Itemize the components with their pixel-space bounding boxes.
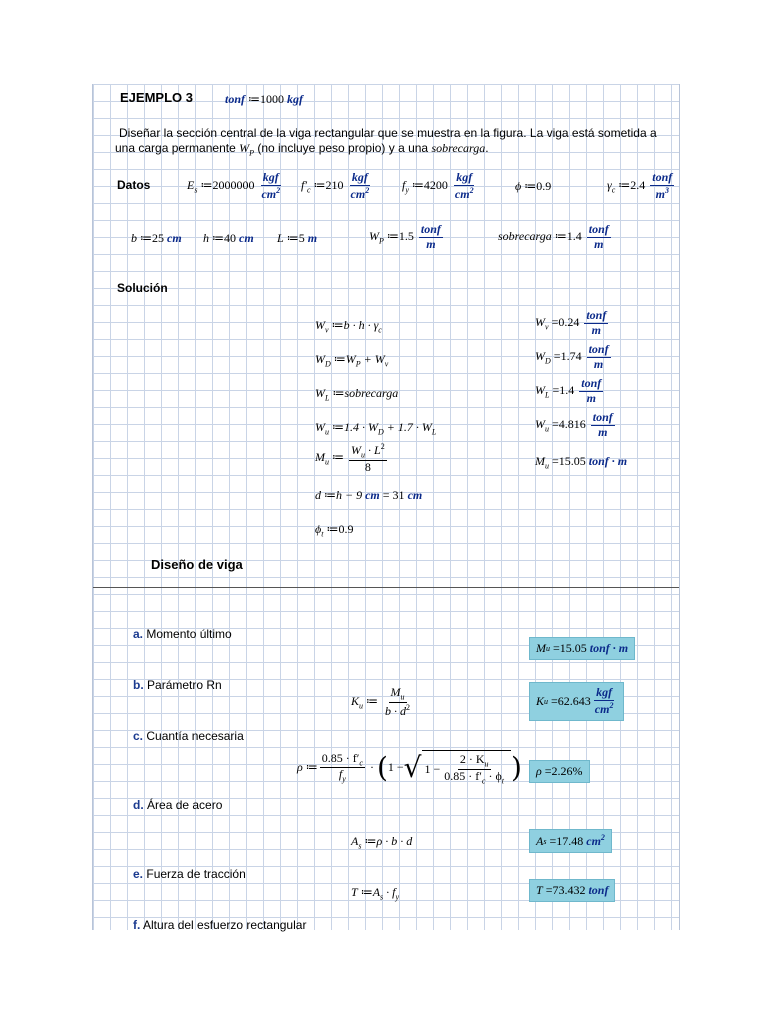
t-result-box: T = 73.432 tonf [529,879,615,902]
example-title: EJEMPLO 3 [120,90,193,105]
wu-formula[interactable]: $W_u$ ≔1.4 · $W_D + 1.7 \cdot W_L$ [315,420,437,437]
solucion-label: Solución [117,281,168,295]
wv-formula[interactable]: $W_v$ ≔b · $h \cdot \gamma_c$ [315,318,382,335]
ku-formula[interactable]: $K_u$ ≔ $\frac{M_u}{b \cdot d^2}$ [351,685,411,718]
step-a: a. Momento último [133,627,232,641]
rho-result-box: ρ = 2.26% [529,760,590,783]
mu-result: $M_u =15.05$ tonf · m [535,454,628,471]
es-definition[interactable]: $E_s$ ≔2000000 $\frac{\text{kgf}}{cm^2}$ [187,170,281,201]
tonf-definition[interactable]: tonf ≔1000 kgf [225,92,304,106]
b-definition[interactable]: b ≔25 cm [131,231,182,245]
wv-result: $W_v =0.24$ $\frac{\text{tonf}}{m}$ [535,308,607,337]
step-f: f. Altura del esfuerzo rectangular [133,918,307,932]
h-definition[interactable]: h ≔40 cm [203,231,254,245]
statement-line-2: una carga permanente $W_P$ (no incluye peso propio) y a una sobrecarga. [115,141,489,158]
d-formula[interactable]: d ≔h − 9 cm = 31 cm [315,488,423,502]
as-result-box: A s = 17.48 $cm^2$ [529,829,612,853]
wd-formula[interactable]: $W_D$ $≔W_P + W_v$ [315,352,389,369]
datos-label: Datos [117,178,151,192]
section-divider [93,587,679,588]
step-b: b. Parámetro Rn [133,678,222,692]
mu-formula[interactable]: $M_u$ ≔ $\frac{W_u \cdot L^2}{8}$ [315,442,385,474]
l-definition[interactable]: L ≔5 m [277,231,318,245]
diseno-label: Diseño de viga [151,557,243,572]
sobrecarga-definition[interactable]: sobrecarga ≔1.4 $\frac{\text{tonf}}{m}$ [498,222,609,251]
gamma-c-definition[interactable]: $\gamma_c$ ≔2.4 $\frac{\text{tonf}}{m^3}$ [607,170,673,201]
phit-definition[interactable]: $\phi_t$ ≔0.9 [315,522,354,539]
fy-definition[interactable]: $f_y$ ≔4200 $\frac{\text{kgf}}{cm^2}$ [402,170,474,201]
worksheet [92,84,680,930]
phi-definition[interactable]: ϕ ≔0.9 [515,179,552,193]
statement-line-1: Diseñar la sección central de la viga rectangular que se muestra en la figura. La viga está sometida a [119,126,657,140]
wd-result: $W_D =1.74$ $\frac{\text{tonf}}{m}$ [535,342,609,371]
fc-definition[interactable]: $f'_c$ ≔210 $\frac{\text{kgf}}{cm^2}$ [301,170,370,201]
as-formula[interactable]: $A_s$ ≔ρ · b · d [351,834,413,851]
step-e: e. Fuerza de tracción [133,867,246,881]
wl-formula[interactable]: $W_L$ ≔sobrecarga [315,386,399,403]
rho-formula[interactable]: ρ ≔ $\frac{0.85 \cdot f'_c}{f_y}$ · ( 1 − √ 1 − $\frac{2 \cdot K_u}{0.85 \cdot f'_c \cdot \phi_t}$ ) [297,750,522,785]
wu-result: $W_u =4.816$ $\frac{\text{tonf}}{m}$ [535,410,613,439]
ku-result-box: K u = 62.643 $\frac{\text{kgf}}{cm^2}$ [529,682,624,721]
wp-definition[interactable]: $W_P$ ≔1.5 $\frac{\text{tonf}}{m}$ [369,222,441,251]
wl-result: $W_L =1.4$ $\frac{\text{tonf}}{m}$ [535,376,602,405]
t-formula[interactable]: T $≔A_s \cdot f_y$ [351,885,400,902]
mu-result-box: M u = 15.05 tonf · m [529,637,635,660]
step-d: d. Área de acero [133,798,223,812]
step-c: c. Cuantía necesaria [133,729,244,743]
